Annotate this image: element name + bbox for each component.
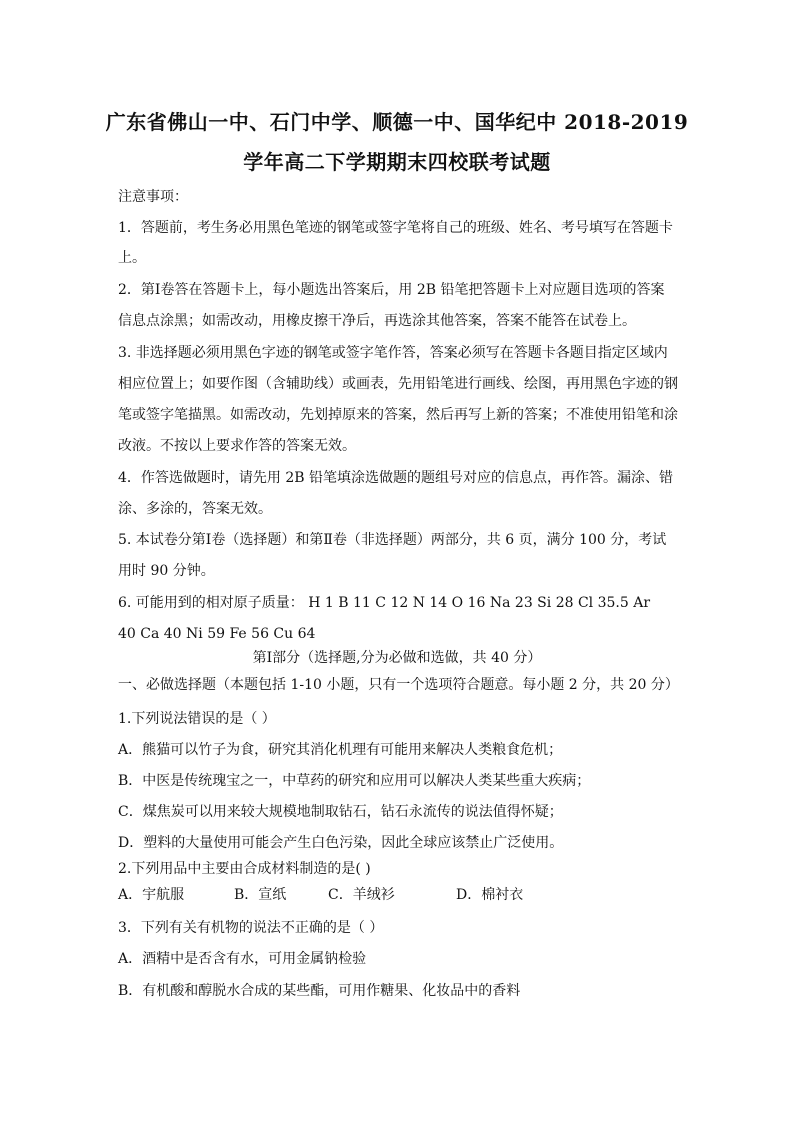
notice-line: 4．作答选做题时，请先用 2B 铅笔填涂选做题的题组号对应的信息点，再作答。漏涂、错: [118, 470, 674, 486]
notice-line: 5. 本试卷分第Ⅰ卷（选择题）和第Ⅱ卷（非选择题）两部分，共 6 页，满分 100 分，考试: [118, 532, 667, 548]
notice-line: 信息点涂黑；如需改动，用橡皮擦干净后，再选涂其他答案，答案不能答在试卷上。: [118, 313, 636, 329]
question-3-stem: 3．下列有关有机物的说法不正确的是（ ）: [118, 920, 384, 936]
notice-line: 3. 非选择题必须用黑色字迹的钢笔或签字笔作答，答案必须写在答题卡各题目指定区域内: [118, 345, 668, 361]
notice-line: 6. 可能用到的相对原子质量： H 1 B 11 C 12 N 14 O 16 Na 23 Si 28 Cl 35.5 Ar: [118, 595, 651, 611]
question-3-option-a: A．酒精中是否含有水，可用金属钠检验: [118, 951, 367, 967]
question-1-option-d: D．塑料的大量使用可能会产生白色污染，因此全球应该禁止广泛使用。: [118, 835, 564, 851]
notice-line: 用时 90 分钟。: [118, 563, 215, 579]
notice-line: 相应位置上；如要作图（含辅助线）或画表，先用铅笔进行画线、绘图，再用黑色字迹的钢: [118, 376, 678, 392]
notice-line: 40 Ca 40 Ni 59 Fe 56 Cu 64: [118, 626, 316, 642]
notice-line: 改液。不按以上要求作答的答案无效。: [118, 438, 356, 454]
question-2-option-a: A．宇航服: [118, 887, 185, 903]
question-2-option-b: B．宣纸: [234, 887, 287, 903]
part1-heading: 第Ⅰ部分（选择题,分为必做和选做，共 40 分）: [252, 650, 542, 666]
question-1-stem: 1.下列说法错误的是（ ）: [118, 711, 276, 727]
exam-title-line-1: 广东省佛山一中、石门中学、顺德一中、国华纪中 2018-2019: [105, 110, 689, 134]
question-2-stem: 2.下列用品中主要由合成材料制造的是( ): [118, 861, 371, 877]
question-2-options: [118, 886, 523, 904]
notice-line: 笔或签字笔描黑。如需改动，先划掉原来的答案，然后再写上新的答案；不准使用铅笔和涂: [118, 407, 678, 423]
question-1-option-c: C．煤焦炭可以用来较大规模地制取钻石，钻石永流传的说法值得怀疑；: [118, 804, 563, 820]
notice-line: 涂、多涂的，答案无效。: [118, 501, 272, 517]
notice-line: 2．第Ⅰ卷答在答题卡上，每小题选出答案后，用 2B 铅笔把答题卡上对应题目选项的答案: [118, 282, 665, 298]
notice-heading: 注意事项：: [118, 189, 188, 205]
notice-line: 1．答题前，考生务必用黑色笔迹的钢笔或签字笔将自己的班级、姓名、考号填写在答题卡: [118, 220, 673, 236]
question-1-option-a: A．熊猫可以竹子为食，研究其消化机理有可能用来解决人类粮食危机；: [118, 742, 563, 758]
exam-title-line-2: 学年高二下学期期末四校联考试题: [243, 150, 551, 174]
question-2-option-d: D．棉衬衣: [456, 887, 524, 903]
question-2-option-c: C．羊绒衫: [328, 887, 395, 903]
section-heading: 一、必做选择题（本题包括 1-10 小题，只有一个选项符合题意。每小题 2 分，共 20 分）: [118, 677, 679, 693]
question-3-option-b: B．有机酸和醇脱水合成的某些酯，可用作糖果、化妆品中的香料: [118, 983, 521, 999]
notice-line: 上。: [118, 250, 146, 266]
question-1-option-b: B．中医是传统瑰宝之一，中草药的研究和应用可以解决人类某些重大疾病；: [118, 773, 591, 789]
